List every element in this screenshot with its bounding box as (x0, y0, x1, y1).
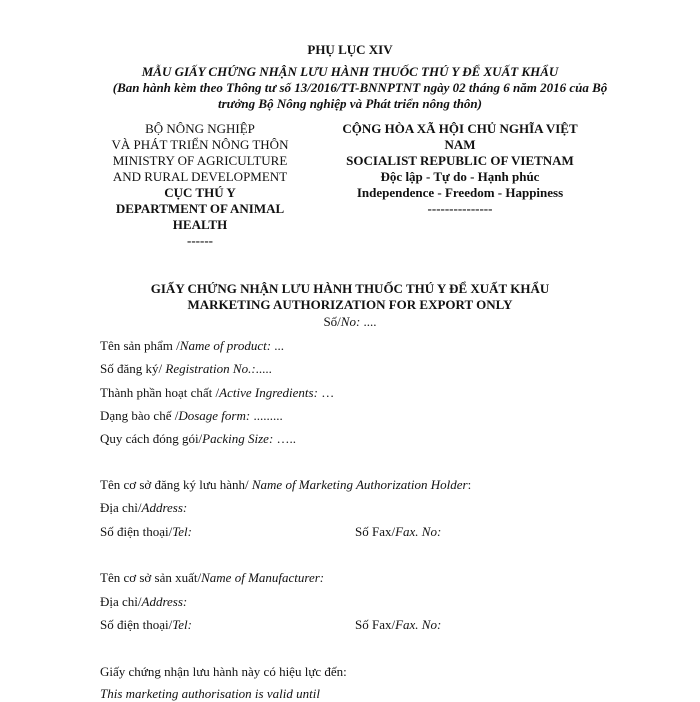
field-holder-address (100, 500, 187, 516)
field-label-en: Registration No.: (165, 361, 256, 376)
issued-by-line-1: (Ban hành kèm theo Thông tư số 13/2016/TT-BNNPTNT ngày 02 tháng 6 năm 2016 của Bộ (112, 80, 608, 95)
ministry-en-line-2: AND RURAL DEVELOPMENT (112, 169, 288, 184)
republic-vi-line-2: NAM (444, 137, 476, 152)
field-label-vi: Số Fax/ (355, 524, 396, 539)
field-dosage-form (100, 408, 283, 424)
field-label-en: Packing Size: (202, 431, 274, 446)
field-label-vi: Số đăng ký/ (100, 361, 166, 376)
field-label-en: Tel: (172, 524, 192, 539)
field-label-en: Name of product: (179, 338, 272, 353)
field-label-en: Tel: (172, 617, 192, 632)
field-label-en: Name of Manufacturer: (201, 570, 325, 585)
department-vi: CỤC THÚ Y (164, 185, 236, 200)
field-label-vi: Dạng bào chế / (100, 408, 179, 423)
field-value: ..... (255, 361, 272, 376)
certificate-number (0, 314, 700, 330)
ministry-en-line-1: MINISTRY OF AGRICULTURE (112, 153, 288, 168)
field-label-vi: Quy cách đóng gói/ (100, 431, 203, 446)
field-label-en: Address: (141, 594, 188, 609)
department-en-line-1: DEPARTMENT OF ANIMAL (115, 201, 285, 216)
certificate-title-en: MARKETING AUTHORIZATION FOR EXPORT ONLY (187, 297, 513, 312)
appendix-title: PHỤ LỤC XIV (307, 42, 393, 57)
field-label-en: Dosage form: (178, 408, 251, 423)
field-label-vi: Thành phần hoạt chất / (100, 385, 220, 400)
ministry-vi-line-1: BỘ NÔNG NGHIỆP (145, 121, 255, 136)
field-value: ... (271, 338, 285, 353)
field-value: … (317, 385, 335, 400)
field-label-vi: Tên cơ sở đăng ký lưu hành/ (100, 477, 252, 492)
field-product-name (100, 338, 284, 354)
department-en-line-2: HEALTH (172, 217, 228, 232)
motto-en: Independence - Freedom - Happiness (356, 185, 564, 200)
field-label-en: Name of Marketing Authorization Holder (251, 477, 468, 492)
field-label-vi: Số Fax/ (355, 617, 396, 632)
field-label-vi: Địa chỉ/ (100, 594, 142, 609)
field-registration-no (100, 361, 272, 377)
field-packing-size (100, 431, 296, 447)
field-label-vi: Tên sản phẩm / (100, 338, 180, 353)
field-holder-tel (100, 524, 192, 540)
field-label-vi: Số điện thoại/ (100, 617, 173, 632)
republic-vi-line-1: CỘNG HÒA XÃ HỘI CHỦ NGHĨA VIỆT (342, 121, 578, 136)
issued-by-line-2: trưởng Bộ Nông nghiệp và Phát triển nông thôn) (218, 96, 482, 111)
field-label-vi: Số điện thoại/ (100, 524, 173, 539)
certificate-title-vi: GIẤY CHỨNG NHẬN LƯU HÀNH THUỐC THÚ Y ĐỂ XUẤT KHẨU (150, 281, 550, 296)
field-label-en: Address: (141, 500, 188, 515)
field-label-vi: Địa chỉ/ (100, 500, 142, 515)
field-manufacturer-tel (100, 617, 192, 633)
issuing-authority-block (100, 121, 300, 249)
ministry-vi-line-2: VÀ PHÁT TRIỂN NÔNG THÔN (111, 137, 289, 152)
field-value: ….. (273, 431, 297, 446)
right-divider: --------------- (427, 201, 493, 216)
field-value: ......... (250, 408, 283, 423)
national-heading-block (330, 121, 590, 217)
number-label-en: No: (340, 314, 361, 329)
left-divider: ------ (187, 233, 213, 248)
field-manufacturer-address (100, 594, 187, 610)
field-label-en: Active Ingredients: (219, 385, 318, 400)
field-active-ingredients (100, 385, 334, 401)
field-holder-fax (355, 524, 441, 540)
field-manufacturer-name (100, 570, 324, 586)
number-label-vi: Số/ (323, 314, 341, 329)
field-label-vi: Tên cơ sở sản xuất/ (100, 570, 202, 585)
field-label-en: Fax. No: (395, 617, 442, 632)
field-value: : (467, 477, 472, 492)
field-label-en: Fax. No: (395, 524, 442, 539)
field-holder-name (100, 477, 471, 493)
validity-en: This marketing authorisation is valid until (100, 686, 320, 701)
republic-en: SOCIALIST REPUBLIC OF VIETNAM (346, 153, 574, 168)
validity-vi: Giấy chứng nhận lưu hành này có hiệu lực đến: (100, 664, 347, 679)
field-manufacturer-fax (355, 617, 441, 633)
form-title: MẪU GIẤY CHỨNG NHẬN LƯU HÀNH THUỐC THÚ Y ĐỂ XUẤT KHẨU (141, 64, 559, 79)
number-value: .... (360, 314, 377, 329)
motto-vi: Độc lập - Tự do - Hạnh phúc (380, 169, 540, 184)
